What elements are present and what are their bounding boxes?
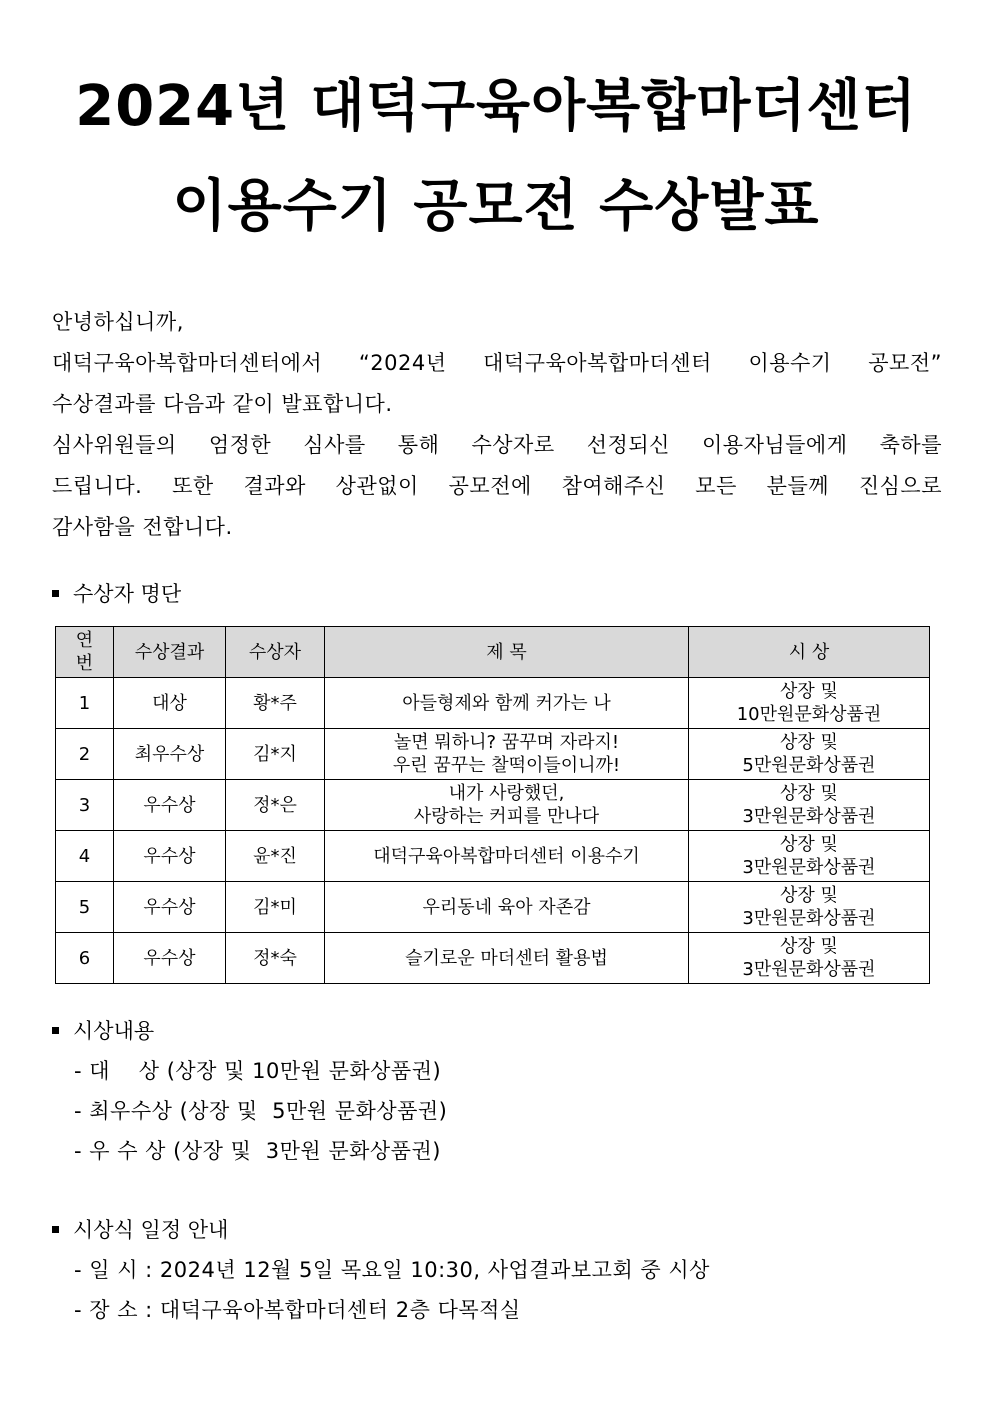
subject-line: 대덕구육아복합마더센터 이용수기 xyxy=(373,845,640,867)
cell-winner: 윤*진 xyxy=(226,831,325,882)
cell-result: 우수상 xyxy=(114,933,226,984)
winners-table xyxy=(55,626,930,984)
intro-line: 드립니다. 또한 결과와 상관없이 공모전에 참여해주신 모든 분들께 진심으로 xyxy=(52,474,942,498)
award-line: 상장 및 xyxy=(780,783,838,804)
cell-winner: 정*은 xyxy=(226,780,325,831)
table-row xyxy=(56,678,930,729)
table-row xyxy=(56,729,930,780)
table-row xyxy=(56,933,930,984)
cell-winner: 김*지 xyxy=(226,729,325,780)
cell-result: 우수상 xyxy=(114,882,226,933)
cell-award xyxy=(689,678,930,729)
prize-list xyxy=(74,1051,447,1171)
cell-no: 5 xyxy=(56,882,114,933)
award-line: 3만원문화상품권 xyxy=(742,806,876,827)
header-result: 수상결과 xyxy=(114,627,226,678)
cell-award xyxy=(689,729,930,780)
cell-no: 2 xyxy=(56,729,114,780)
cell-result: 최우수상 xyxy=(114,729,226,780)
intro-line: 감사함을 전합니다. xyxy=(52,515,233,539)
subject-line: 사랑하는 커피를 만나다 xyxy=(413,806,600,827)
award-line: 3만원문화상품권 xyxy=(742,857,876,878)
cell-award xyxy=(689,933,930,984)
cell-no: 1 xyxy=(56,678,114,729)
winners-heading-text: 수상자 명단 xyxy=(73,582,182,606)
square-bullet-icon xyxy=(52,1226,59,1233)
square-bullet-icon xyxy=(52,1027,59,1034)
schedule-item: - 장 소 : 대덕구육아복합마더센터 2층 다목적실 xyxy=(74,1298,521,1322)
table-header-row xyxy=(56,627,930,678)
header-subject: 제 목 xyxy=(325,627,689,678)
page-title-line2: 이용수기 공모전 수상발표 xyxy=(172,174,820,239)
header-no xyxy=(56,627,114,678)
schedule-heading-text: 시상식 일정 안내 xyxy=(73,1218,229,1242)
schedule-list xyxy=(74,1250,710,1330)
prizes-heading xyxy=(52,1016,154,1046)
header-no-line2: 번 xyxy=(75,653,94,674)
prize-item: - 대 상 (상장 및 10만원 문화상품권) xyxy=(74,1059,442,1083)
prize-item: - 최우수상 (상장 및 5만원 문화상품권) xyxy=(74,1099,448,1123)
award-line: 상장 및 xyxy=(780,732,838,753)
cell-result: 대상 xyxy=(114,678,226,729)
award-line: 상장 및 xyxy=(780,936,838,957)
cell-award xyxy=(689,780,930,831)
cell-subject xyxy=(325,882,689,933)
intro-line: 안녕하십니까, xyxy=(52,310,184,334)
header-no-line1: 연 xyxy=(75,630,94,651)
intro-paragraph xyxy=(52,302,942,548)
cell-subject xyxy=(325,933,689,984)
award-line: 상장 및 xyxy=(780,885,838,906)
subject-line: 슬기로운 마더센터 활용법 xyxy=(405,947,608,969)
table-row xyxy=(56,780,930,831)
header-award: 시 상 xyxy=(689,627,930,678)
schedule-heading xyxy=(52,1215,228,1245)
cell-subject xyxy=(325,678,689,729)
cell-winner: 황*주 xyxy=(226,678,325,729)
award-line: 상장 및 xyxy=(780,681,838,702)
table-row xyxy=(56,831,930,882)
subject-line: 우리동네 육아 자존감 xyxy=(422,896,591,918)
schedule-item: - 일 시 : 2024년 12월 5일 목요일 10:30, 사업결과보고회 중 시상 xyxy=(74,1258,710,1282)
award-line: 5만원문화상품권 xyxy=(742,755,876,776)
cell-result: 우수상 xyxy=(114,780,226,831)
cell-no: 4 xyxy=(56,831,114,882)
square-bullet-icon xyxy=(52,590,59,597)
cell-subject xyxy=(325,780,689,831)
cell-no: 3 xyxy=(56,780,114,831)
cell-winner: 정*숙 xyxy=(226,933,325,984)
intro-line: 심사위원들의 엄정한 심사를 통해 수상자로 선정되신 이용자님들에게 축하를 xyxy=(52,433,942,457)
header-winner: 수상자 xyxy=(226,627,325,678)
award-line: 상장 및 xyxy=(780,834,838,855)
award-line: 3만원문화상품권 xyxy=(742,908,876,929)
subject-line: 우린 꿈꾸는 찰떡이들이니까! xyxy=(392,755,621,776)
cell-subject xyxy=(325,831,689,882)
prizes-heading-text: 시상내용 xyxy=(73,1019,155,1043)
award-line: 3만원문화상품권 xyxy=(742,959,876,980)
cell-result: 우수상 xyxy=(114,831,226,882)
intro-line: 수상결과를 다음과 같이 발표합니다. xyxy=(52,392,393,416)
cell-award xyxy=(689,831,930,882)
intro-line: 대덕구육아복합마더센터에서 “2024년 대덕구육아복합마더센터 이용수기 공모전” xyxy=(52,351,942,375)
cell-winner: 김*미 xyxy=(226,882,325,933)
award-line: 10만원문화상품권 xyxy=(736,704,882,725)
subject-line: 놀면 뭐하니? 꿈꾸며 자라지! xyxy=(393,732,620,753)
page-title-line1: 2024년 대덕구육아복합마더센터 xyxy=(75,74,917,139)
winners-heading xyxy=(52,579,181,609)
cell-no: 6 xyxy=(56,933,114,984)
table-row xyxy=(56,882,930,933)
subject-line: 내가 사랑했던, xyxy=(448,783,565,804)
cell-award xyxy=(689,882,930,933)
subject-line: 아들형제와 함께 커가는 나 xyxy=(402,692,611,714)
cell-subject xyxy=(325,729,689,780)
prize-item: - 우 수 상 (상장 및 3만원 문화상품권) xyxy=(74,1139,441,1163)
